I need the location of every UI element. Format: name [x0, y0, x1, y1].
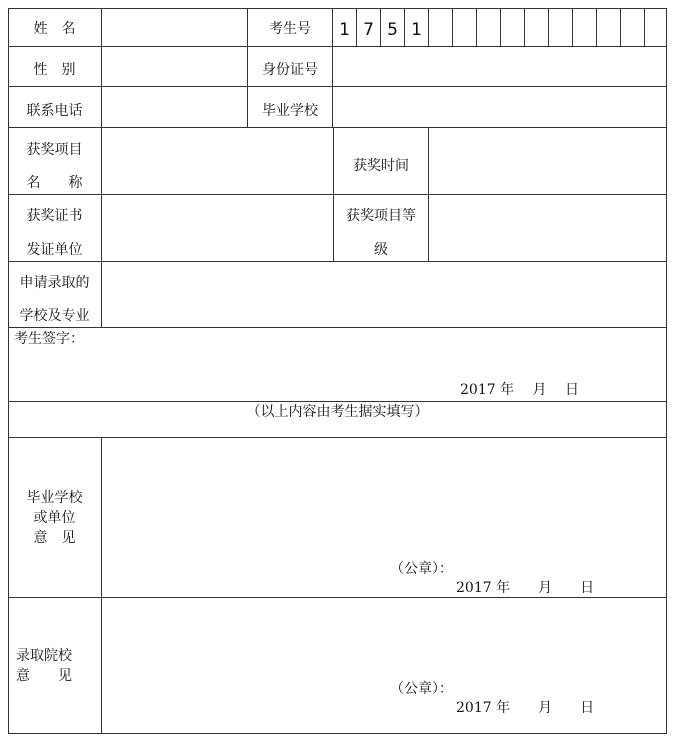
signature-date: 2017 年 月 日	[460, 382, 579, 398]
phone-field[interactable]	[102, 87, 247, 127]
admit-seal-label: （公章）：	[390, 681, 453, 697]
name-label: 姓 名	[33, 21, 76, 37]
award-item-field[interactable]	[102, 128, 333, 194]
apply-school-label-line: 申请录取的	[19, 275, 90, 291]
phone-label: 联系电话	[26, 103, 83, 119]
apply-school-field[interactable]	[102, 262, 666, 327]
truth-note: （以上内容由考生据实填写）	[246, 404, 429, 420]
award-level-label-line: 获奖项目等	[346, 208, 416, 224]
award-item-label-line: 获奖项目	[26, 142, 83, 158]
digit-divider	[524, 8, 525, 47]
admit-opinion-label-line: 录取院校	[16, 648, 72, 664]
border-right	[666, 8, 667, 734]
grad-school-field[interactable]	[333, 87, 666, 127]
gender-label: 性 别	[33, 62, 76, 78]
award-level-field[interactable]	[429, 195, 666, 261]
exam-no-digit[interactable]: 5	[387, 20, 398, 40]
award-time-field[interactable]	[429, 128, 666, 194]
gender-field[interactable]	[102, 47, 247, 86]
name-field[interactable]	[102, 9, 247, 46]
id-field[interactable]	[333, 47, 666, 86]
digit-divider	[596, 8, 597, 47]
school-opinion-field[interactable]	[102, 438, 666, 597]
row-line	[8, 401, 667, 402]
award-level-label-line: 级	[374, 242, 388, 258]
school-opinion-label-line: 毕业学校	[26, 490, 83, 506]
digit-divider	[428, 8, 429, 47]
school-opinion-label-line: 或单位	[33, 510, 76, 526]
exam-no-digit[interactable]: 1	[339, 20, 350, 40]
digit-divider	[620, 8, 621, 47]
grad-school-label: 毕业学校	[262, 103, 318, 119]
school-seal-label: （公章）：	[390, 561, 453, 577]
cert-issuer-label-line: 获奖证书	[26, 208, 83, 224]
col-line	[333, 127, 334, 261]
admit-opinion-label-line: 意 见	[16, 668, 72, 684]
digit-divider	[644, 8, 645, 47]
award-item-label-line: 名 称	[26, 175, 83, 191]
digit-divider	[572, 8, 573, 47]
signature-label: 考生签字：	[14, 331, 84, 347]
cert-issuer-field[interactable]	[102, 195, 333, 261]
id-label: 身份证号	[262, 62, 318, 78]
award-time-label: 获奖时间	[353, 158, 409, 174]
cert-issuer-label-line: 发证单位	[26, 242, 83, 258]
apply-school-label-line: 学校及专业	[19, 308, 90, 324]
border-bottom	[8, 733, 667, 734]
exam-no-label: 考生号	[269, 21, 311, 37]
digit-divider	[500, 8, 501, 47]
school-opinion-label-line: 意 见	[33, 530, 76, 546]
digit-divider	[476, 8, 477, 47]
exam-no-digit[interactable]: 7	[363, 20, 374, 40]
school-opinion-date: 2017 年 月 日	[456, 580, 595, 596]
digit-divider	[452, 8, 453, 47]
admit-opinion-date: 2017 年 月 日	[456, 700, 595, 716]
digit-divider	[548, 8, 549, 47]
exam-no-digit[interactable]: 1	[411, 20, 422, 40]
